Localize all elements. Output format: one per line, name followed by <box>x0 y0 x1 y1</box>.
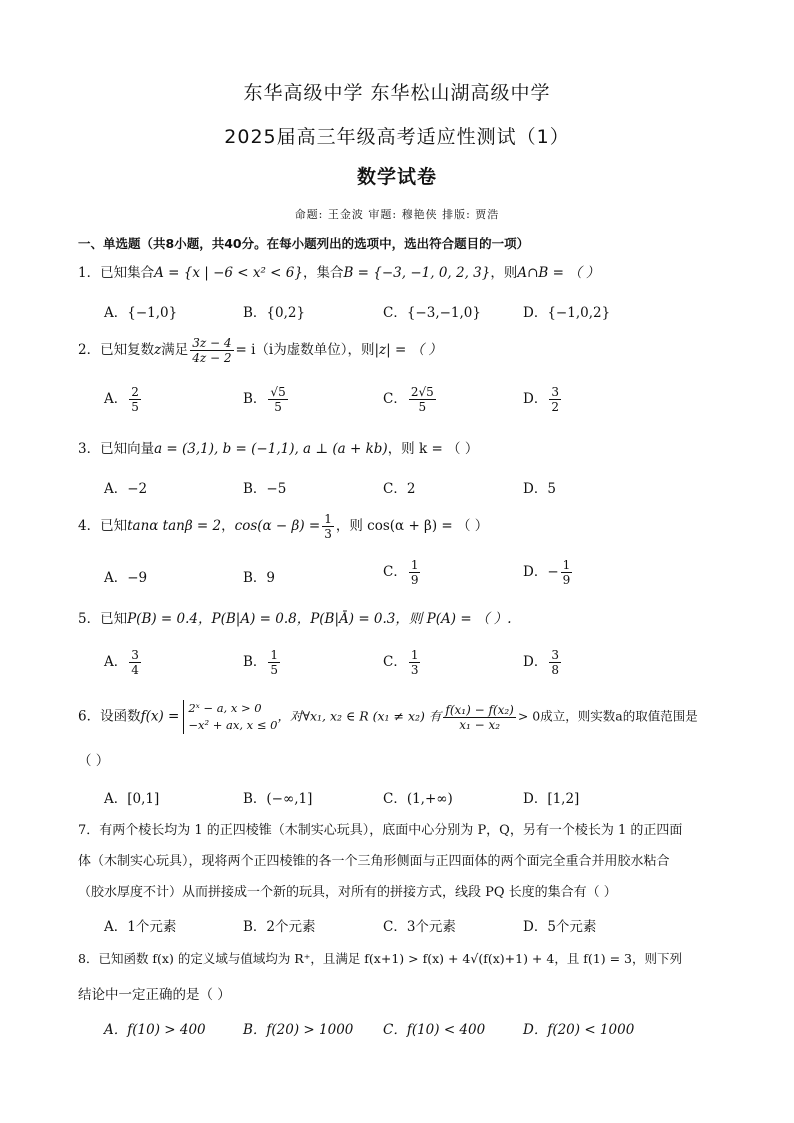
q4-expr2: cos(α − β) = <box>234 518 321 534</box>
q6-option-b: B．(−∞,1] <box>243 791 313 807</box>
q5-b-label: B． <box>243 654 267 670</box>
q7-option-c: C．3个元素 <box>383 919 456 935</box>
q2-stem: 2．已知复数 <box>78 342 155 358</box>
q5-option-b <box>243 648 282 677</box>
q2-option-b <box>243 385 290 414</box>
q3-option-d: D．5 <box>523 481 556 497</box>
q4-d-sign: − <box>547 564 559 580</box>
school-names: 东华高级中学 东华松山湖高级中学 <box>243 82 551 104</box>
q6-option-a: A．[0,1] <box>104 791 160 807</box>
q3-option-c: C．2 <box>383 481 416 497</box>
q6-option-c: C．(1,+∞) <box>383 791 453 807</box>
q8-option-b: B．f(20) > 1000 <box>243 1022 354 1038</box>
q2-a-label: A． <box>104 391 128 407</box>
q4-c-den: 9 <box>410 573 419 587</box>
q4-c-label: C． <box>383 564 407 580</box>
q2-fraction <box>190 336 233 365</box>
q2-tail: |z| = （ ） <box>374 342 442 358</box>
q5-c-label: C． <box>383 654 407 670</box>
q4-expr1: tanα tanβ = 2 <box>127 518 222 534</box>
q2-b-label: B． <box>243 391 267 407</box>
q2-b-den: 5 <box>274 400 282 414</box>
q5-a-num: 3 <box>131 648 139 662</box>
q4-stem: 4．已知 <box>78 518 128 534</box>
q6-mid: ，对∀x₁, x₂ ∈ R (x₁ ≠ x₂) 有 <box>277 708 442 724</box>
q4-option-c <box>383 558 422 587</box>
q2-d-label: D． <box>523 391 548 407</box>
q7-line-3: （胶水厚度不计）从而拼接成一个新的玩具，对所有的拼接方式，线段 PQ 长度的集合有（ ） <box>78 885 617 900</box>
q6-case2: −x² + ax, x ≤ 0 <box>188 718 278 732</box>
q1-set-b: B = {−3, −1, 0, 2, 3} <box>343 265 491 281</box>
q6-fx: f(x) = <box>140 708 180 725</box>
q5-stem: 5．已知 <box>78 611 128 627</box>
q3-option-a: A．−2 <box>104 481 148 497</box>
q2-d-den: 2 <box>551 400 559 414</box>
q1-option-d: D．{−1,0,2} <box>523 305 611 321</box>
q5-expr: P(B) = 0.4，P(B|A) = 0.8，P(B|Ā) = 0.3，则 P(A) = （ ）. <box>127 611 512 627</box>
q6-stem: 6．设函数 <box>78 708 141 725</box>
q6-tail: > 0成立，则实数a的取值范围是 <box>517 708 698 724</box>
q7-option-b: B．2个元素 <box>243 919 316 935</box>
q6-num: f(x₁) − f(x₂) <box>445 702 514 717</box>
q6-piecewise <box>183 700 277 734</box>
q2-c-label: C． <box>383 391 407 407</box>
q4-b-text: 9 <box>266 570 276 586</box>
q3-option-b: B．−5 <box>243 481 287 497</box>
q4-d-label: D． <box>523 564 548 580</box>
q2-b-num: √5 <box>270 385 286 399</box>
q5-b-den: 5 <box>270 663 279 677</box>
q1-mid: ，集合 <box>302 265 344 281</box>
question-3 <box>78 440 478 458</box>
q4-num: 1 <box>324 512 332 526</box>
q8-line-2: 结论中一定正确的是（ ） <box>78 987 231 1003</box>
q4-option-a <box>104 566 147 586</box>
q5-a-label: A． <box>104 654 128 670</box>
q3-stem: 3．已知向量 <box>78 441 155 457</box>
q1-stem: 1．已知集合 <box>78 265 155 281</box>
q4-den: 3 <box>324 527 332 541</box>
q3-tail: ，则 k = （ ） <box>387 441 479 457</box>
q4-a-text: −9 <box>127 570 148 586</box>
section-heading: 一、单选题（共8小题，共40分。在每小题列出的选项中，选出符合题目的一项） <box>78 236 530 251</box>
q1-tail: ，则 <box>490 265 518 281</box>
q2-option-a <box>104 385 143 414</box>
q6-den: x₁ − x₂ <box>459 717 501 732</box>
q4-mid: ， <box>221 518 235 534</box>
q7-line-1: 7．有两个棱长均为 1 的正四棱锥（木制实心玩具），底面中心分别为 P，Q，另有一个棱长为 1 的正四面 <box>78 823 683 838</box>
q2-a-num: 2 <box>131 385 139 399</box>
q1-option-c: C．{−3,−1,0} <box>383 305 481 321</box>
q4-b-label: B． <box>243 570 267 586</box>
q4-d-num: 1 <box>562 558 571 572</box>
q2-num: 3z − 4 <box>192 336 232 350</box>
q5-option-a <box>104 648 143 677</box>
q6-paren: （ ） <box>78 753 110 769</box>
q5-option-c <box>383 648 422 677</box>
question-1 <box>78 264 600 282</box>
q2-option-d <box>523 385 563 414</box>
question-4 <box>78 512 488 541</box>
q1-set-a: A = {x | −6 < x² < 6} <box>154 265 303 281</box>
q1-option-a: A．{−1,0} <box>104 305 178 321</box>
q7-option-a: A．1个元素 <box>104 919 177 935</box>
subject-title: 数学试卷 <box>356 166 437 188</box>
q5-b-num: 1 <box>270 648 279 662</box>
q4-option-d <box>523 558 574 587</box>
q2-mid: 满足 <box>161 342 189 358</box>
q6-case1: 2ˣ − a, x > 0 <box>188 701 262 715</box>
q7-option-d: D．5个元素 <box>523 919 597 935</box>
question-5 <box>78 610 512 628</box>
exam-title: 2025届高三年级高考适应性测试（1） <box>224 126 570 148</box>
q5-c-num: 1 <box>410 648 419 662</box>
q2-option-c <box>383 385 438 414</box>
q5-d-den: 8 <box>551 663 559 677</box>
q5-a-den: 4 <box>131 663 139 677</box>
q5-option-d <box>523 648 563 677</box>
q7-line-2: 体（木制实心玩具），现将两个正四棱锥的各一个三角形侧面与正四面体的两个面完全重合并用胶水粘合 <box>78 854 670 869</box>
q2-c-den: 5 <box>418 400 427 414</box>
q3-expr: a = (3,1), b = (−1,1), a ⊥ (a + kb) <box>154 441 388 457</box>
q2-eq: = i（i为虚数单位），则 <box>235 342 375 358</box>
question-6 <box>78 700 698 734</box>
q1-option-b: B．{0,2} <box>243 305 306 321</box>
q4-option-b <box>243 566 275 586</box>
q1-expr: A∩B = （ ） <box>517 265 600 281</box>
q8-option-a: A．f(10) > 400 <box>104 1022 206 1038</box>
q2-var: z <box>154 342 162 358</box>
q4-tail: ，则 cos(α + β) = （ ） <box>335 518 489 534</box>
q8-option-d: D．f(20) < 1000 <box>523 1022 635 1038</box>
q2-d-num: 3 <box>551 385 559 399</box>
q8-option-c: C．f(10) < 400 <box>383 1022 486 1038</box>
q4-c-num: 1 <box>410 558 419 572</box>
q2-a-den: 5 <box>131 400 139 414</box>
q4-a-label: A． <box>104 570 128 586</box>
q2-den: 4z − 2 <box>192 351 232 365</box>
q4-d-den: 9 <box>562 573 571 587</box>
credits-line: 命题: 王金波 审题: 穆艳侠 排版: 贾浩 <box>294 208 500 221</box>
q5-c-den: 3 <box>410 663 419 677</box>
q5-d-num: 3 <box>551 648 559 662</box>
q5-d-label: D． <box>523 654 548 670</box>
q8-line-1: 8．已知函数 f(x) 的定义域与值域均为 R⁺，且满足 f(x+1) > f(x) + 4√(f(x)+1) + 4，且 f(1) = 3，则下列 <box>78 951 682 966</box>
q6-option-d: D．[1,2] <box>523 791 580 807</box>
question-2 <box>78 336 442 365</box>
q2-c-num: 2√5 <box>410 385 434 399</box>
